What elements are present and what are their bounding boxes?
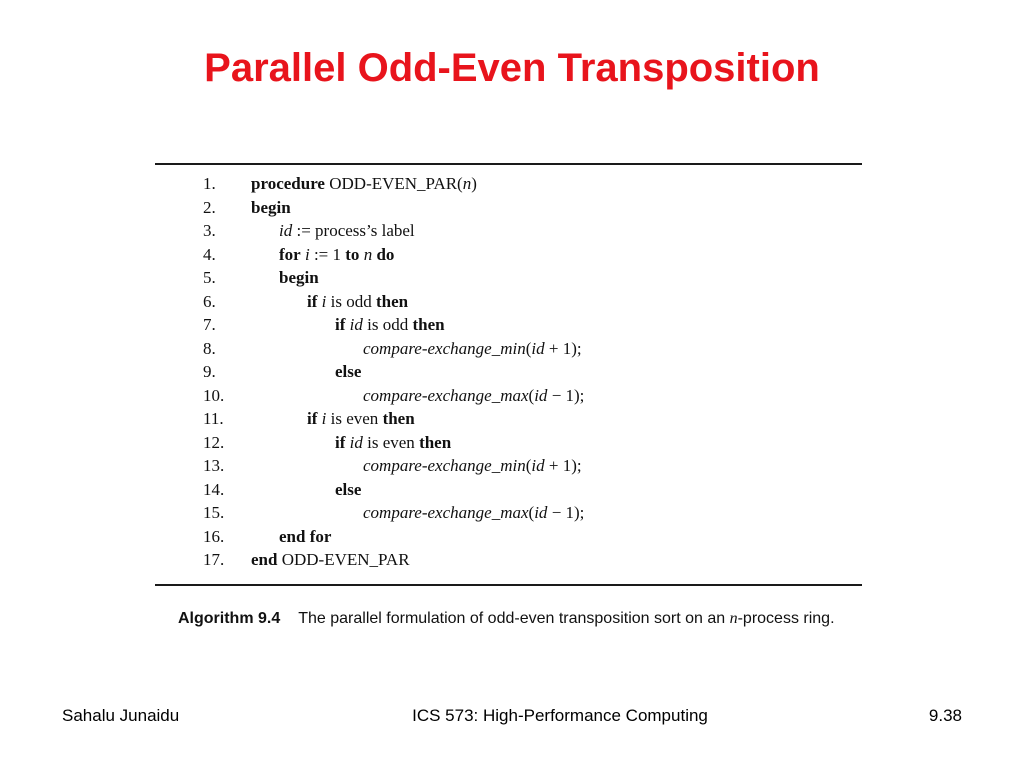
- code-text: ): [471, 174, 477, 193]
- line-code: [251, 172, 477, 196]
- code-text: ODD-EVEN_PAR: [277, 550, 410, 569]
- identifier: i: [321, 291, 327, 311]
- top-rule: [155, 163, 862, 165]
- line-number: 12.: [203, 432, 225, 452]
- line-code: [363, 454, 582, 478]
- code-text: − 1);: [547, 503, 585, 522]
- keyword: if: [307, 409, 318, 428]
- caption-variable: n: [729, 610, 738, 627]
- keyword: end for: [279, 526, 332, 546]
- line-number: 15.: [203, 503, 225, 522]
- bottom-rule: [155, 584, 862, 586]
- line-number: 2.: [203, 197, 216, 217]
- footer-course: ICS 573: High-Performance Computing: [412, 706, 708, 725]
- keyword: for: [279, 244, 301, 264]
- identifier: id: [534, 503, 548, 522]
- line-number: 7.: [203, 315, 216, 334]
- identifier: n: [462, 174, 472, 193]
- code-text: + 1);: [544, 338, 582, 358]
- keyword: begin: [251, 197, 291, 217]
- code-text: := process’s label: [292, 221, 415, 240]
- algorithm-listing: [155, 172, 862, 572]
- code-text: (: [528, 503, 535, 522]
- keyword: then: [375, 291, 409, 311]
- caption-text-after: -process ring.: [737, 610, 835, 627]
- identifier: id: [531, 456, 545, 475]
- identifier: id: [534, 385, 548, 405]
- line-code: [335, 478, 361, 502]
- identifier: id: [531, 338, 545, 358]
- identifier: i: [304, 244, 310, 264]
- code-text: is odd: [362, 315, 413, 334]
- algorithm-line: [155, 337, 862, 361]
- line-code: [335, 431, 451, 455]
- line-code: [307, 407, 415, 431]
- footer-author: Sahalu Junaidu: [62, 706, 180, 725]
- keyword: else: [335, 362, 362, 381]
- keyword: then: [419, 432, 452, 452]
- line-code: [335, 313, 445, 337]
- line-number: 4.: [203, 244, 216, 264]
- algorithm-line: [155, 219, 862, 243]
- keyword: then: [382, 409, 415, 428]
- identifier: i: [321, 409, 327, 428]
- algorithm-line: [155, 313, 862, 337]
- code-text: is even: [326, 409, 383, 428]
- code-text: := 1: [309, 244, 346, 264]
- algorithm-line: [155, 172, 862, 196]
- code-text: is even: [362, 432, 420, 452]
- line-code: [363, 501, 584, 525]
- code-text: is odd: [326, 291, 376, 311]
- line-code: [335, 360, 361, 384]
- footer-page-number: 9.38: [928, 706, 962, 725]
- keyword: if: [335, 315, 346, 334]
- line-code: [251, 196, 291, 220]
- algorithm-line: [155, 290, 862, 314]
- identifier: id: [349, 315, 363, 334]
- line-code: [279, 243, 394, 267]
- keyword: end: [251, 550, 278, 569]
- line-number: 17.: [203, 550, 225, 569]
- line-number: 1.: [203, 174, 216, 193]
- keyword: do: [376, 244, 395, 264]
- algorithm-line: [155, 360, 862, 384]
- code-text: (: [525, 338, 532, 358]
- line-number: 10.: [203, 385, 225, 405]
- line-code: [363, 337, 582, 361]
- line-code: [279, 266, 319, 290]
- algorithm-line: [155, 478, 862, 502]
- line-number: 16.: [203, 526, 225, 546]
- algorithm-caption: [178, 610, 878, 628]
- identifier: n: [363, 244, 373, 264]
- code-text: (: [525, 456, 532, 475]
- code-text: + 1);: [544, 456, 582, 475]
- line-number: 14.: [203, 479, 225, 499]
- line-number: 9.: [203, 362, 216, 381]
- caption-text-before: The parallel formulation of odd-even transposition sort on an: [298, 610, 730, 627]
- line-number: 3.: [203, 221, 216, 240]
- line-number: 8.: [203, 338, 216, 358]
- algorithm-line: [155, 407, 862, 431]
- keyword: begin: [279, 268, 319, 287]
- identifier: compare-exchange_min: [363, 338, 526, 358]
- identifier: id: [279, 221, 293, 240]
- keyword: if: [307, 291, 318, 311]
- algorithm-line: [155, 525, 862, 549]
- code-text: − 1);: [547, 385, 585, 405]
- line-code: [279, 219, 415, 243]
- algorithm-line: [155, 243, 862, 267]
- code-text: ODD-EVEN_PAR(: [324, 174, 463, 193]
- identifier: id: [349, 432, 363, 452]
- line-number: 6.: [203, 291, 216, 311]
- code-text: (: [528, 385, 535, 405]
- line-code: [251, 548, 410, 572]
- identifier: compare-exchange_min: [363, 456, 526, 475]
- algorithm-line: [155, 384, 862, 408]
- keyword: to: [345, 244, 360, 264]
- identifier: compare-exchange_max: [363, 503, 529, 522]
- line-number: 5.: [203, 268, 216, 287]
- algorithm-line: [155, 548, 862, 572]
- keyword: else: [335, 479, 362, 499]
- algorithm-line: [155, 266, 862, 290]
- line-code: [363, 384, 584, 408]
- slide-title: Parallel Odd-Even Transposition: [204, 46, 820, 90]
- line-number: 11.: [203, 409, 224, 428]
- algorithm-line: [155, 196, 862, 220]
- keyword: if: [335, 432, 346, 452]
- identifier: compare-exchange_max: [363, 385, 529, 405]
- line-code: [307, 290, 408, 314]
- line-number: 13.: [203, 456, 225, 475]
- caption-label: Algorithm 9.4: [178, 610, 281, 627]
- line-code: [279, 525, 331, 549]
- algorithm-line: [155, 501, 862, 525]
- algorithm-line: [155, 431, 862, 455]
- algorithm-line: [155, 454, 862, 478]
- keyword: procedure: [251, 174, 325, 193]
- keyword: then: [412, 315, 445, 334]
